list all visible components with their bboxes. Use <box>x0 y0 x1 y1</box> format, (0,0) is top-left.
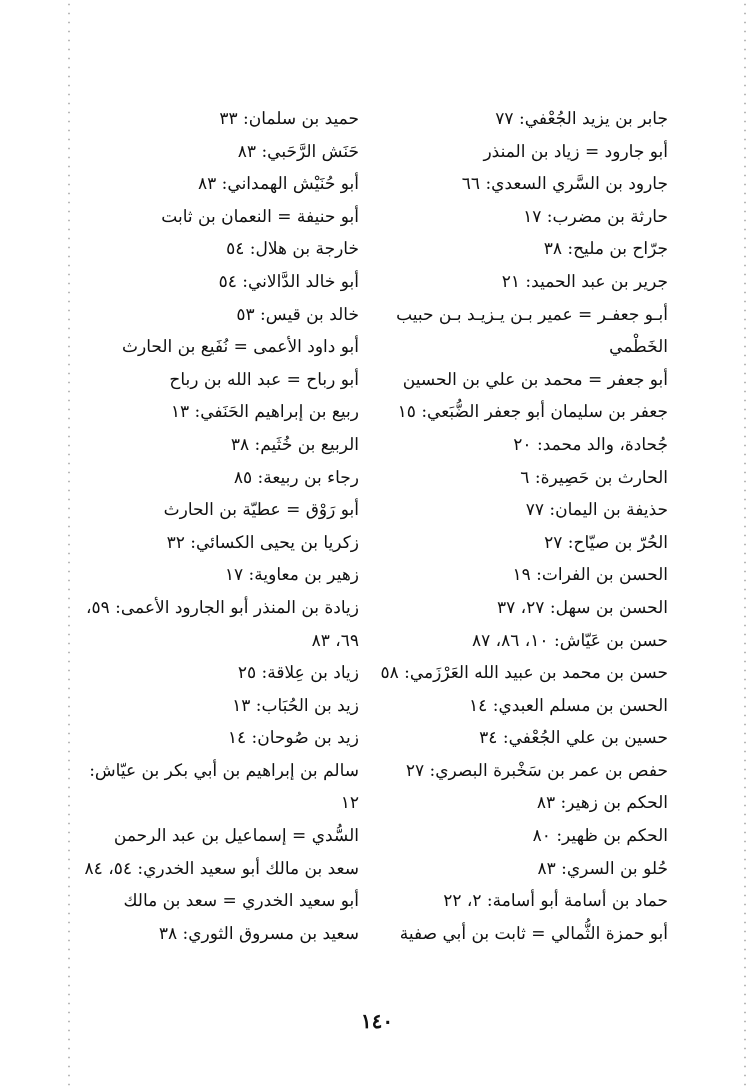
index-entry: الحسن بن الفرات: ١٩ <box>512 565 668 586</box>
index-entry: أبو حمزة الثُّمالي = ثابت بن أبي صفية <box>399 923 668 944</box>
index-entry: أبو خالد الدَّالاني: ٥٤ <box>218 271 359 292</box>
page-number: ١٤٠ <box>360 1009 394 1033</box>
index-entry: أبو جارود = زياد بن المنذر <box>483 141 668 162</box>
index-entry: حذيفة بن اليمان: ٧٧ <box>525 500 668 521</box>
index-entry: الحُرّ بن صيّاح: ٢٧ <box>544 532 668 553</box>
left-edge-dots <box>68 0 70 1089</box>
index-entry: أبـو جعفـر = عمير بـن يـزيـد بـن حبيب الخَطْمي <box>396 304 668 358</box>
index-entry: سعد بن مالك أبو سعيد الخدري: ٥٤، ٨٤ <box>84 858 359 879</box>
index-entry: جعفر بن سليمان أبو جعفر الضُّبَعي: ١٥ <box>397 402 668 423</box>
index-entry: جارود بن السَّري السعدي: ٦٦ <box>461 174 668 195</box>
index-entry: زهير بن معاوية: ١٧ <box>224 565 359 586</box>
index-entry: زيادة بن المنذر أبو الجارود الأعمى: ٥٩، ٦٩، ٨٣ <box>85 597 359 651</box>
index-entry: السُّدي = إسماعيل بن عبد الرحمن <box>113 826 359 847</box>
index-entry: زيد بن الحُبَاب: ١٣ <box>232 695 359 716</box>
index-entry: زياد بن عِلاقة: ٢٥ <box>237 663 359 684</box>
index-entry: زيد بن صُوحان: ١٤ <box>227 728 359 749</box>
index-entry: أبو جعفر = محمد بن علي بن الحسين <box>402 369 668 390</box>
index-entry: حميد بن سلمان: ٣٣ <box>219 109 359 129</box>
index-entry: خارجة بن هلال: ٥٤ <box>226 239 359 260</box>
index-entry: رجاء بن ربيعة: ٨٥ <box>233 467 359 488</box>
index-entry: حَنَش الرَّحَبي: ٨٣ <box>237 141 359 162</box>
index-entry: حفص بن عمر بن سَخْبرة البصري: ٢٧ <box>405 760 668 781</box>
index-entry: سعيد بن مسروق الثوري: ٣٨ <box>158 923 359 944</box>
index-entry: حارثة بن مضرب: ١٧ <box>523 206 668 227</box>
index-entry: الحكم بن زهير: ٨٣ <box>536 793 668 814</box>
index-entry: ربيع بن إبراهيم الحَنَفي: ١٣ <box>170 402 359 423</box>
index-entry: خالد بن قيس: ٥٣ <box>236 304 359 325</box>
index-entry: أبو داود الأعمى = نُفَيع بن الحارث <box>122 337 359 358</box>
index-entry: الحسن بن سهل: ٢٧، ٣٧ <box>497 597 668 618</box>
index-entry: جرير بن عبد الحميد: ٢١ <box>501 271 668 292</box>
index-entry: جرّاح بن مليح: ٣٨ <box>543 239 668 260</box>
index-entry: حماد بن أسامة أبو أسامة: ٢، ٢٢ <box>443 891 668 912</box>
index-entry: أبو رباح = عبد الله بن رباح <box>169 369 359 390</box>
index-entry: حسين بن علي الجُعْفي: ٣٤ <box>479 728 668 749</box>
index-entry: سالم بن إبراهيم بن أبي بكر بن عيّاش: ١٢ <box>89 760 359 814</box>
index-entry: أبو حنيفة = النعمان بن ثابت <box>161 206 359 227</box>
index-entry: أبو رَوْق = عطيّة بن الحارث <box>163 500 359 521</box>
right-edge-dots <box>744 0 746 1089</box>
index-entry: أبو حُنَيْش الهمداني: ٨٣ <box>198 174 359 195</box>
index-entry: جابر بن يزيد الجُعْفي: ٧٧ <box>495 109 668 129</box>
index-entry: الربيع بن خُثَيم: ٣٨ <box>230 434 359 455</box>
index-entry: الحسن بن مسلم العبدي: ١٤ <box>469 695 668 716</box>
index-column-right <box>368 103 668 950</box>
index-entry: جُحادة، والد محمد: ٢٠ <box>513 434 668 455</box>
index-entry: حسن بن محمد بن عبيد الله العَرْزَمي: ٥٨ <box>380 663 668 684</box>
index-entry: حُلو بن السري: ٨٣ <box>537 858 668 879</box>
index-entry: الحارث بن حَصِيرة: ٦ <box>520 467 668 488</box>
index-entry: زكريا بن يحيى الكسائي: ٣٢ <box>166 532 359 553</box>
index-entry: الحكم بن ظهير: ٨٠ <box>532 826 668 847</box>
index-column-left <box>81 103 359 950</box>
index-entry: أبو سعيد الخدري = سعد بن مالك <box>123 891 359 912</box>
index-entry: حسن بن عَيّاش: ١٠، ٨٦، ٨٧ <box>471 630 668 651</box>
